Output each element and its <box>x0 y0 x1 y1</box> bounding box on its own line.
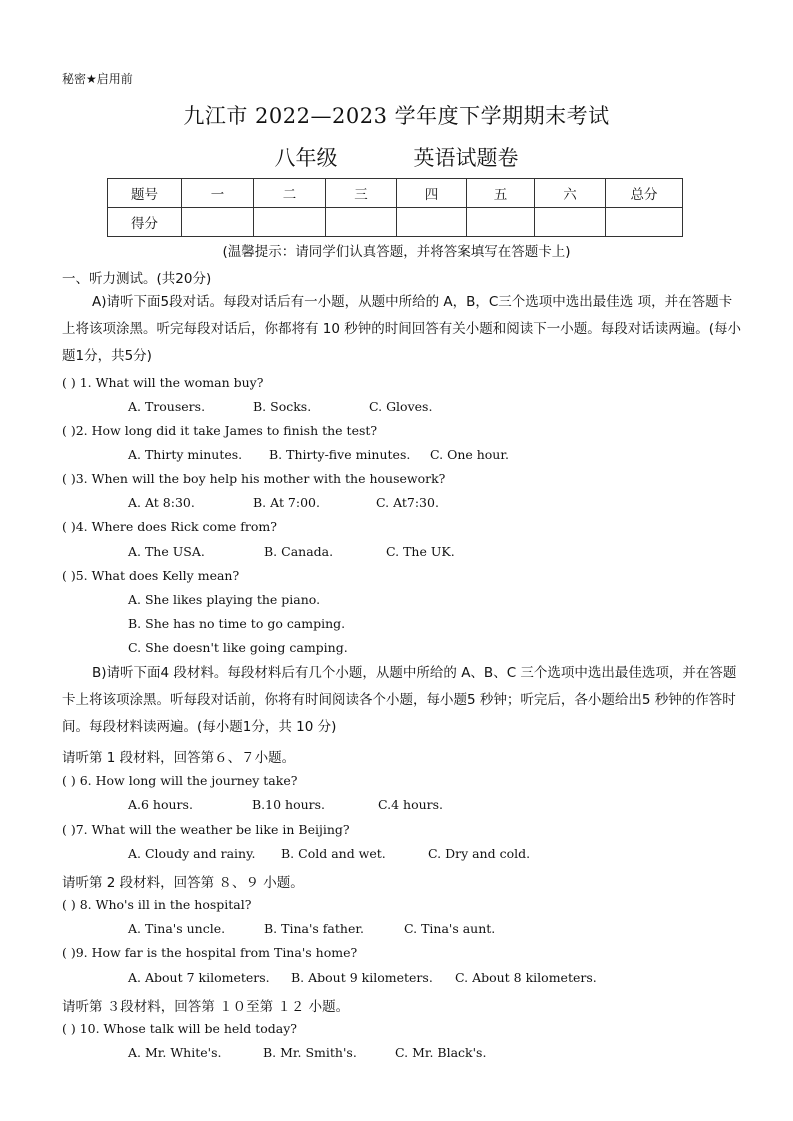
score-entry-cell[interactable] <box>535 208 606 237</box>
part-a-instructions: A)请听下面5段对话。每段对话后有一小题，从题中所给的 A，B，C三个选项中选出最佳选 项，并在答题卡上将该项涂黑。听完每段对话后，你都将有 10 秒钟的时间回答有关小题和阅读下一小题。每段对话读两遍。(每小题1分，共5分) <box>62 294 742 364</box>
option: B. Thirty-five minutes. <box>269 447 411 462</box>
option: A. Mr. White's. <box>128 1045 222 1060</box>
option: B. Mr. Smith's. <box>263 1045 357 1060</box>
option: B. Canada. <box>264 544 334 559</box>
option: C. Dry and cold. <box>428 846 531 861</box>
score-entry-cell[interactable] <box>467 208 535 237</box>
score-cell: 一 <box>182 179 254 208</box>
confidential-mark: 秘密★启用前 <box>62 72 133 86</box>
score-table-header-row <box>108 179 683 208</box>
option: A. Tina's uncle. <box>128 921 226 936</box>
option: C. At7:30. <box>376 495 439 510</box>
option: C. Gloves. <box>369 399 433 414</box>
option: C. The UK. <box>386 544 455 559</box>
option: A.6 hours. <box>128 797 193 812</box>
score-table-score-row <box>108 208 683 237</box>
option: B. She has no time to go camping. <box>128 616 346 631</box>
subject-label: 英语试题卷 <box>413 146 519 170</box>
exam-subtitle <box>0 142 793 172</box>
option: C. Tina's aunt. <box>404 921 496 936</box>
question: ( )3. When will the boy help his mother with the housework? <box>62 471 446 486</box>
option: A. Cloudy and rainy. <box>128 846 256 861</box>
score-cell: 四 <box>397 179 467 208</box>
score-cell: 六 <box>535 179 606 208</box>
question: ( ) 8. Who's ill in the hospital? <box>62 897 252 912</box>
question: ( ) 6. How long will the journey take? <box>62 773 298 788</box>
score-entry-cell[interactable] <box>326 208 397 237</box>
option: C. She doesn't like going camping. <box>128 640 348 655</box>
score-cell: 总分 <box>606 179 683 208</box>
question: ( )2. How long did it take James to finish the test? <box>62 423 378 438</box>
score-table <box>107 178 683 237</box>
option: A. Thirty minutes. <box>128 447 243 462</box>
question: ( )5. What does Kelly mean? <box>62 568 240 583</box>
part-b-instructions: B)请听下面4 段材料。每段材料后有几个小题，从题中所给的 A、B、C 三个选项中选出最佳选项，并在答题卡上将该项涂黑。听每段对话前，你将有时间阅读各个小题，每小题5 秒钟；听完后，各小题给出5 秒钟的作答时间。每段材料读两遍。(每小题1分，共 10 分) <box>62 665 737 735</box>
option: A. At 8:30. <box>128 495 195 510</box>
score-entry-cell[interactable] <box>254 208 326 237</box>
option: A. The USA. <box>128 544 205 559</box>
option: B. At 7:00. <box>253 495 320 510</box>
material-instruction: 请听第 1 段材料，回答第６、７小题。 <box>62 750 296 766</box>
option: B. Cold and wet. <box>281 846 386 861</box>
warm-tip: (温馨提示：请同学们认真答题，并将答案填写在答题卡上) <box>222 244 571 260</box>
question: ( ) 1. What will the woman buy? <box>62 375 264 390</box>
option: C. About 8 kilometers. <box>455 970 597 985</box>
option: B.10 hours. <box>252 797 326 812</box>
score-entry-cell[interactable] <box>606 208 683 237</box>
exam-title: 九江市 2022—2023 学年度下学期期末考试 <box>183 104 610 128</box>
score-cell: 二 <box>254 179 326 208</box>
score-entry-cell[interactable] <box>397 208 467 237</box>
material-instruction: 请听第 2 段材料，回答第 ８、９ 小题。 <box>62 875 304 891</box>
question: ( )7. What will the weather be like in Beijing? <box>62 822 350 837</box>
option: C.4 hours. <box>378 797 444 812</box>
option: A. She likes playing the piano. <box>128 592 321 607</box>
option: A. Trousers. <box>128 399 206 414</box>
score-cell: 得分 <box>108 208 182 237</box>
grade-label: 八年级 <box>274 146 338 170</box>
score-entry-cell[interactable] <box>182 208 254 237</box>
option: B. Socks. <box>253 399 312 414</box>
option: C. Mr. Black's. <box>395 1045 487 1060</box>
score-cell: 题号 <box>108 179 182 208</box>
option: A. About 7 kilometers. <box>128 970 270 985</box>
score-cell: 三 <box>326 179 397 208</box>
section-heading: 一、听力测试。(共20分) <box>62 271 212 287</box>
option: C. One hour. <box>430 447 509 462</box>
question: ( ) 10. Whose talk will be held today? <box>62 1021 298 1036</box>
question: ( )4. Where does Rick come from? <box>62 519 277 534</box>
question: ( )9. How far is the hospital from Tina's home? <box>62 945 358 960</box>
option: B. Tina's father. <box>264 921 364 936</box>
option: B. About 9 kilometers. <box>291 970 433 985</box>
material-instruction: 请听第 ３段材料，回答第 １０至第 １２ 小题。 <box>62 999 350 1015</box>
score-cell: 五 <box>467 179 535 208</box>
